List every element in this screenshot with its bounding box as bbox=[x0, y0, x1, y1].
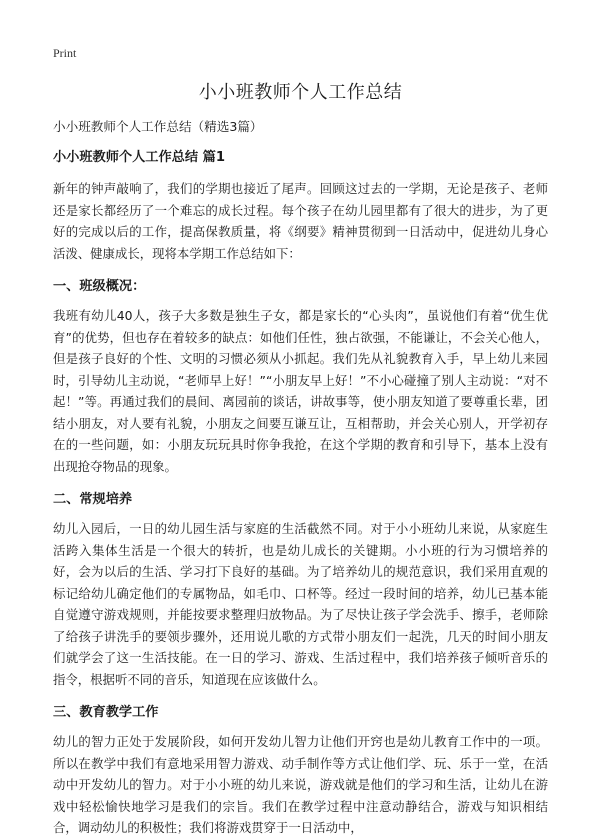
section-heading-routine-training: 二、常规培养 bbox=[53, 492, 133, 507]
section-heading-teaching-work: 三、教育教学工作 bbox=[53, 705, 159, 720]
article-heading: 小小班教师个人工作总结 篇1 bbox=[53, 150, 226, 165]
page-title: 小小班教师个人工作总结 bbox=[198, 82, 403, 103]
intro-paragraph: 新年的钟声敲响了，我们的学期也接近了尾声。回顾这过去的一学期，无论是孩子、老师还是家长都经历了一个难忘的成长过程。每个孩子在幼儿园里都有了很大的进步，为了更好的完成以后的工作，提高保教质量，将《纲要》精神贯彻到一日活动中，促进幼儿身心活泼、健康成长，现将本学期工作总结如下： bbox=[53, 181, 548, 261]
section-text-routine-training: 幼儿入园后，一日的幼儿园生活与家庭的生活截然不同。对于小小班幼儿来说，从家庭生活跨入集体生活是一个很大的转折，也是幼儿成长的关键期。小小班的行为习惯培养的好，会为以后的生活、学习打下良好的基础。为了培养幼儿的规范意识，我们采用直观的标记给幼儿确定他们的专属物品，如毛巾、口杯等。经过一段时间的培养，幼儿已基本能自觉遵守游戏规则，并能按要求整理归放物品。为了尽快让孩子学会洗手、擦手，老师除了给孩子讲洗手的要领步骤外，还用说儿歌的方式带小朋友们一起洗，几天的时间小朋友们就学会了这一生活技能。在一日的学习、游戏、生活过程中，我们培养孩子倾听音乐的指令，根据听不同的音乐，知道现在应该做什么。 bbox=[53, 521, 548, 687]
print-label[interactable]: Print bbox=[53, 46, 77, 60]
section-text-teaching-work: 幼儿的智力正处于发展阶段，如何开发幼儿智力让他们开窍也是幼儿教育工作中的一项。所以在教学中我们有意地采用智力游戏、动手制作等方式让他们学、玩、乐于一堂，在活动中开发幼儿的智力。对于小小班的幼儿来说，游戏就是他们的学习和生活，让幼儿在游戏中轻松愉快地学习是我们的宗旨。我们在教学过程中注意动静结合，游戏与知识相结合，调动幼儿的积极性；我们将游戏贯穿于一日活动中， bbox=[53, 734, 548, 835]
document-subtitle: 小小班教师个人工作总结（精选3篇） bbox=[53, 119, 263, 134]
section-heading-class-overview: 一、班级概况： bbox=[53, 279, 146, 294]
section-text-class-overview: 我班有幼儿40人，孩子大多数是独生子女，都是家长的“心头肉”，虽说他们有着“优生优育”的优势，但也存在着较多的缺点：如他们任性，独占欲强，不能谦让，不会关心他人，但是孩子良好的个性、文明的习惯必须从小抓起。我们先从礼貌教育入手，早上幼儿来园时，引导幼儿主动说，“老师早上好！”“小朋友早上好！”不小心碰撞了别人主动说：“对不起！”等。再通过我们的晨间、离园前的谈话，讲故事等，使小朋友知道了要尊重长辈，团结小朋友，对人要有礼貌，小朋友之间要互谦互让，互相帮助，并会关心别人，开学初存在的一些问题，如：小朋友玩玩具时你争我抢，在这个学期的教育和引导下，基本上没有出现抢夺物品的现象。 bbox=[53, 308, 548, 474]
